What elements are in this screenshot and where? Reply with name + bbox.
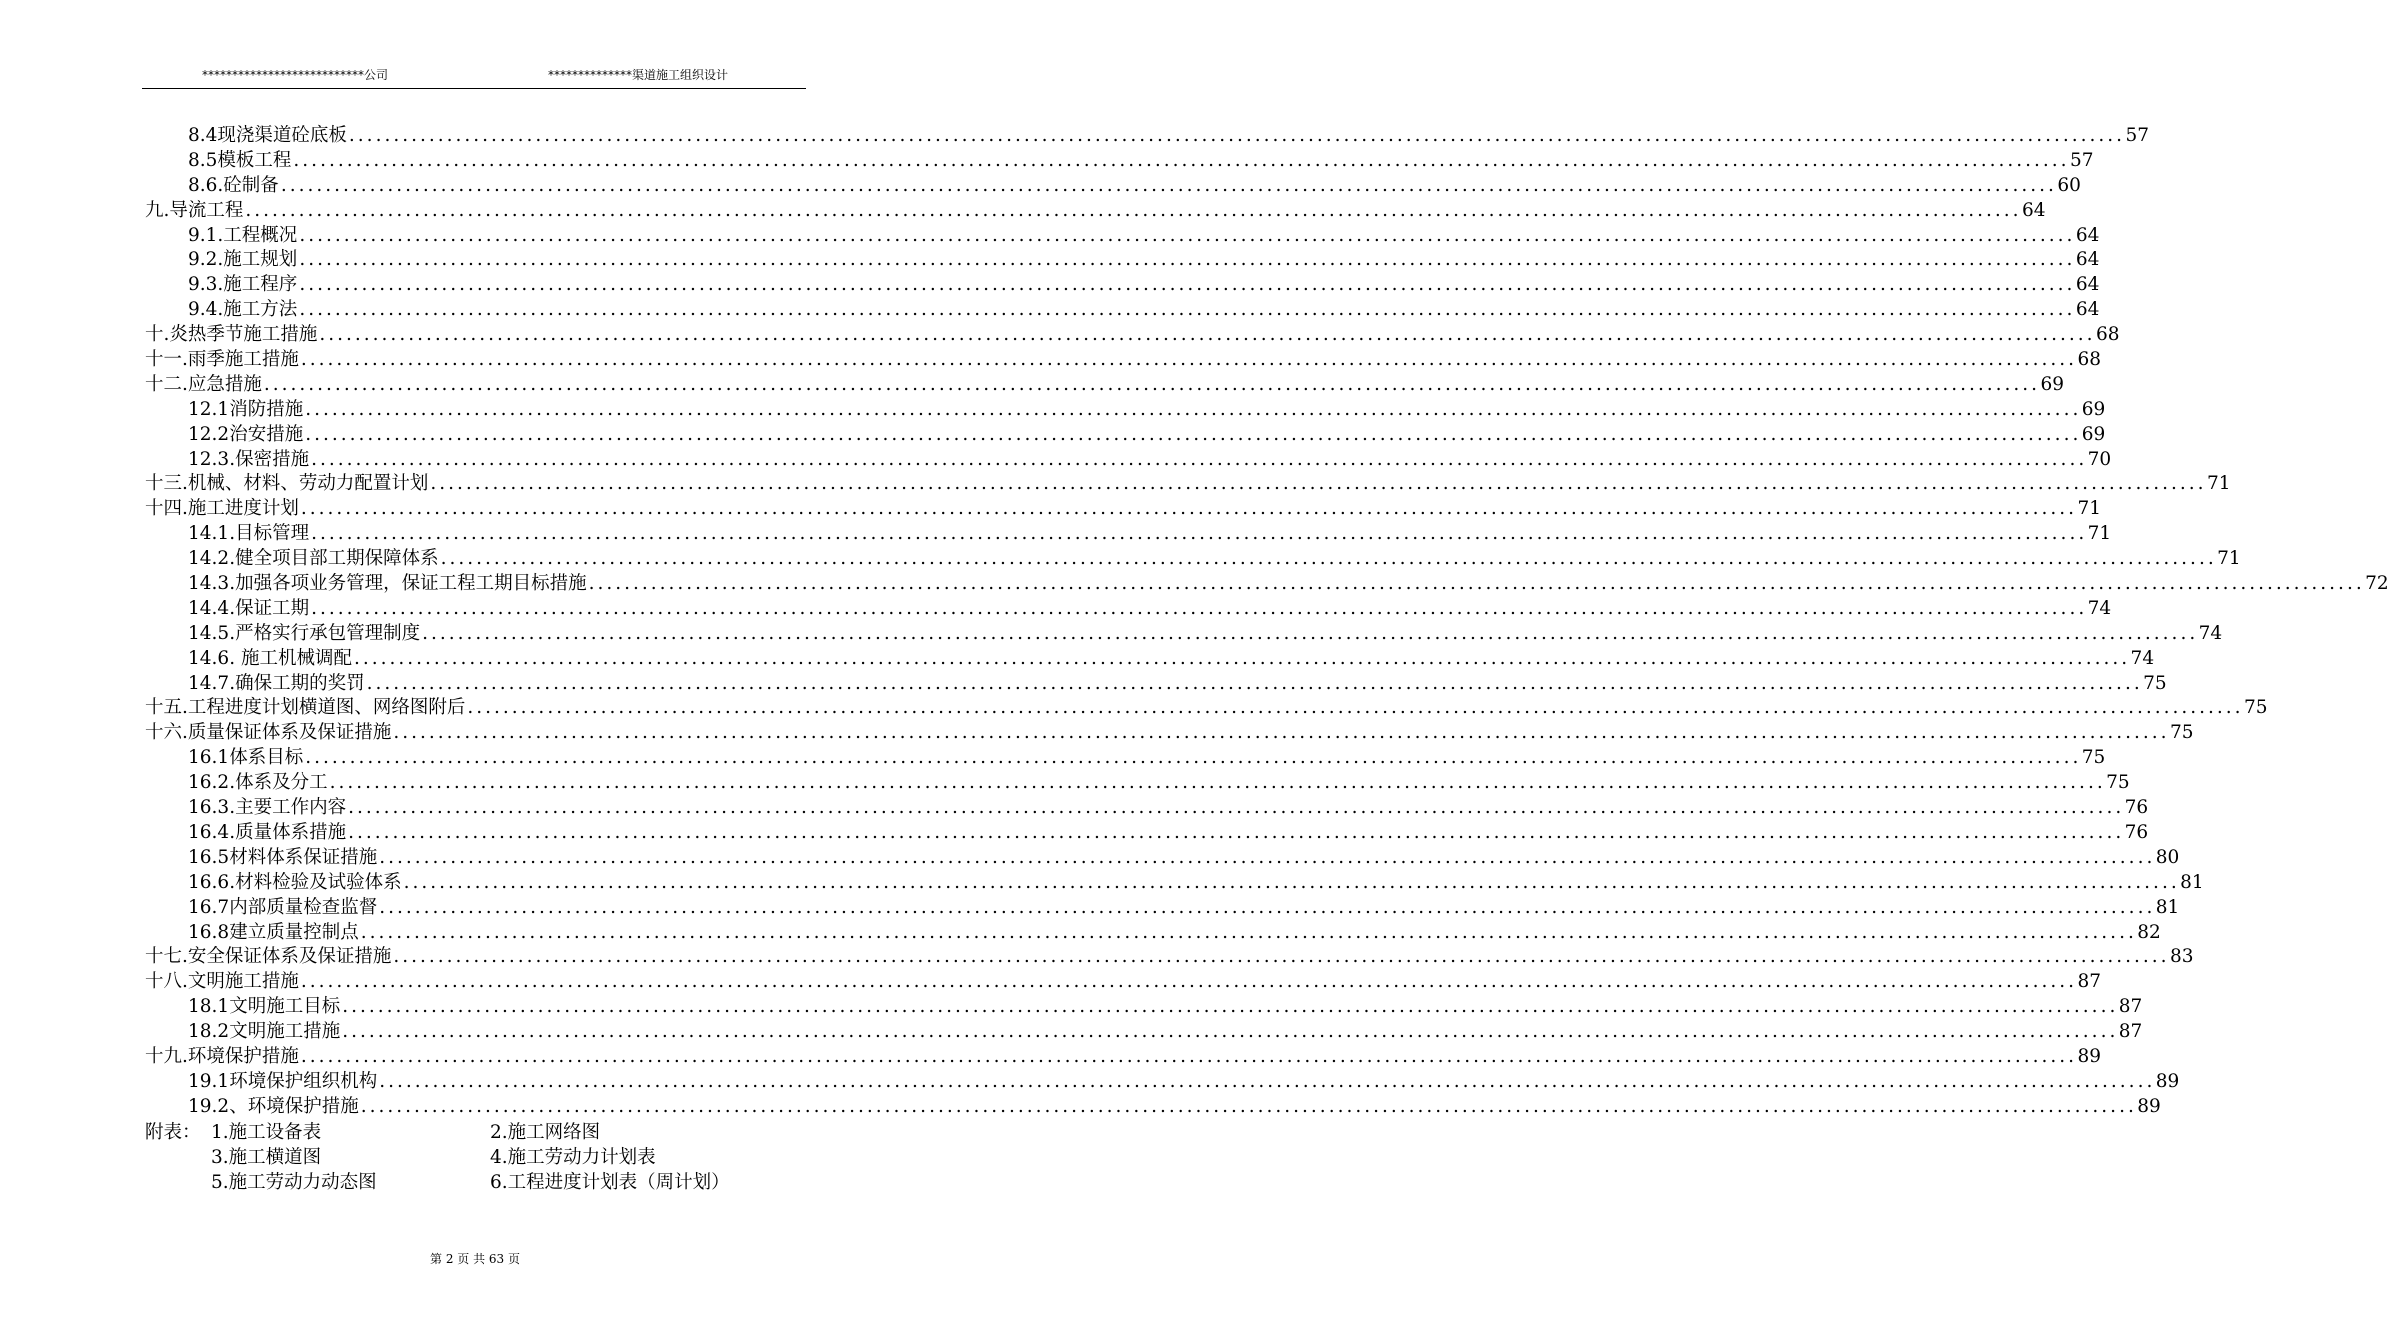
toc-dot-leader: ........................................................................................................................................................................................................ — [299, 274, 2076, 296]
toc-entry-page: 87 — [2118, 1021, 2143, 1043]
toc-entry-page: 87 — [2077, 971, 2102, 993]
toc-entry[interactable] — [145, 846, 2180, 871]
toc-dot-leader: ........................................................................................................................................................................................................ — [393, 722, 2170, 744]
header-document-title: **************渠道施工组织设计 — [548, 68, 729, 82]
appendix-row — [145, 1146, 806, 1171]
toc-entry-title: 十一.雨季施工措施 — [145, 349, 299, 371]
toc-entry-title: 12.2治安措施 — [188, 423, 304, 445]
toc-dot-leader: ........................................................................................................................................................................................................ — [348, 821, 2125, 843]
toc-entry-page: 64 — [2075, 299, 2100, 321]
toc-entry-page: 80 — [2155, 846, 2180, 868]
appendix-row — [145, 1121, 806, 1146]
toc-entry-page: 81 — [2180, 871, 2204, 893]
toc-entry-page: 64 — [2021, 199, 2046, 221]
toc-dot-leader: ........................................................................................................................................................................................................ — [360, 921, 2137, 943]
toc-entry-page: 89 — [2137, 1095, 2161, 1117]
toc-entry-page: 72 — [2365, 573, 2389, 595]
toc-entry-title: 16.6.材料检验及试验体系 — [188, 871, 402, 893]
toc-entry[interactable] — [145, 921, 2161, 946]
toc-entry-title: 18.2文明施工措施 — [188, 1021, 341, 1043]
toc-entry-title: 9.2.施工规划 — [188, 249, 298, 271]
toc-entry-page: 76 — [2124, 821, 2149, 843]
toc-entry[interactable] — [145, 149, 2094, 174]
toc-entry-title: 14.2.健全项目部工期保障体系 — [188, 548, 439, 570]
toc-entry[interactable] — [145, 373, 2065, 398]
toc-entry[interactable] — [145, 423, 2106, 448]
toc-entry-title: 十二.应急措施 — [145, 373, 262, 395]
appendix-label: 附表： — [145, 1122, 201, 1143]
toc-entry-title: 16.2.体系及分工 — [188, 772, 328, 794]
toc-entry-title: 16.4.质量体系措施 — [188, 821, 347, 843]
toc-dot-leader: ........................................................................................................................................................................................................ — [348, 125, 2126, 146]
toc-dot-leader: ........................................................................................................................................................................................................ — [311, 597, 2088, 619]
toc-dot-leader: ........................................................................................................................................................................................................ — [263, 373, 2041, 395]
toc-entry-page: 75 — [2143, 672, 2167, 694]
toc-dot-leader: ........................................................................................................................................................................................................ — [305, 747, 2082, 769]
toc-entry-title: 十八.文明施工措施 — [145, 971, 299, 993]
toc-entry[interactable] — [145, 572, 2389, 597]
toc-entry-title: 9.1.工程概况 — [188, 224, 298, 246]
toc-dot-leader: ........................................................................................................................................................................................................ — [293, 149, 2070, 171]
toc-dot-leader: ........................................................................................................................................................................................................ — [305, 423, 2082, 445]
toc-entry[interactable] — [145, 945, 2194, 970]
toc-entry-page: 71 — [2077, 498, 2102, 520]
toc-entry-page: 64 — [2075, 224, 2100, 246]
toc-entry-page: 57 — [2070, 149, 2094, 171]
toc-entry[interactable] — [145, 273, 2100, 298]
toc-entry-page: 83 — [2169, 946, 2194, 968]
toc-dot-leader: ........................................................................................................................................................................................................ — [342, 1021, 2119, 1043]
toc-entry-page: 74 — [2087, 597, 2112, 619]
toc-dot-leader: ........................................................................................................................................................................................................ — [299, 249, 2076, 271]
toc-entry[interactable] — [145, 597, 2112, 622]
toc-entry-page: 74 — [2130, 647, 2155, 669]
header-company: ***************************公司 — [202, 68, 389, 82]
toc-dot-leader: ........................................................................................................................................................................................................ — [403, 871, 2180, 893]
toc-dot-leader: ........................................................................................................................................................................................................ — [379, 846, 2156, 868]
toc-entry-title: 8.6.砼制备 — [188, 174, 279, 196]
toc-dot-leader: ........................................................................................................................................................................................................ — [305, 398, 2082, 420]
toc-entry[interactable] — [145, 199, 2046, 224]
toc-entry-title: 9.3.施工程序 — [188, 274, 298, 296]
toc-entry-title: 12.1消防措施 — [188, 398, 304, 420]
toc-dot-leader: ........................................................................................................................................................................................................ — [311, 523, 2088, 545]
toc-entry[interactable] — [145, 124, 2150, 149]
appendix-item: 2.施工网络图 — [490, 1122, 601, 1143]
toc-dot-leader: ........................................................................................................................................................................................................ — [430, 473, 2207, 495]
toc-entry-title: 九.导流工程 — [145, 199, 244, 221]
toc-entry-page: 74 — [2198, 622, 2223, 644]
toc-dot-leader: ........................................................................................................................................................................................................ — [329, 772, 2106, 794]
toc-entry-title: 十.炎热季节施工措施 — [145, 324, 318, 346]
header-divider — [142, 88, 806, 89]
toc-dot-leader: ........................................................................................................................................................................................................ — [300, 1045, 2078, 1067]
appendix-list — [145, 1121, 806, 1196]
toc-entry[interactable] — [145, 746, 2106, 771]
toc-entry-title: 8.4现浇渠道砼底板 — [188, 125, 347, 146]
toc-dot-leader: ........................................................................................................................................................................................................ — [467, 697, 2244, 719]
toc-entry-page: 68 — [2095, 324, 2120, 346]
toc-dot-leader: ........................................................................................................................................................................................................ — [353, 647, 2131, 669]
toc-entry-page: 69 — [2081, 423, 2106, 445]
toc-entry-title: 14.4.保证工期 — [188, 597, 310, 619]
toc-entry[interactable] — [145, 970, 2102, 995]
toc-dot-leader: ........................................................................................................................................................................................................ — [393, 946, 2170, 968]
toc-dot-leader: ........................................................................................................................................................................................................ — [379, 896, 2156, 918]
toc-dot-leader: ........................................................................................................................................................................................................ — [360, 1095, 2137, 1117]
toc-entry[interactable] — [145, 248, 2100, 273]
toc-entry[interactable] — [145, 448, 2112, 473]
toc-entry[interactable] — [145, 522, 2112, 547]
toc-entry-page: 64 — [2075, 249, 2100, 271]
toc-entry[interactable] — [145, 224, 2100, 249]
toc-entry-page: 89 — [2155, 1070, 2180, 1092]
toc-entry[interactable] — [145, 647, 2155, 672]
toc-entry-page: 75 — [2243, 697, 2268, 719]
toc-entry-title: 14.5.严格实行承包管理制度 — [188, 622, 421, 644]
toc-entry-title: 16.5材料体系保证措施 — [188, 846, 378, 868]
toc-entry[interactable] — [145, 871, 2204, 896]
toc-entry-title: 14.6. 施工机械调配 — [188, 647, 352, 669]
toc-entry-page: 71 — [2217, 548, 2241, 570]
toc-entry-page: 82 — [2137, 921, 2161, 943]
toc-entry-title: 十五.工程进度计划横道图、网络图附后 — [145, 697, 466, 719]
toc-entry-title: 十七.安全保证体系及保证措施 — [145, 946, 392, 968]
toc-dot-leader: ........................................................................................................................................................................................................ — [366, 672, 2143, 694]
toc-dot-leader: ........................................................................................................................................................................................................ — [440, 548, 2217, 570]
toc-entry-title: 十四.施工进度计划 — [145, 498, 299, 520]
toc-entry[interactable] — [145, 1070, 2180, 1095]
appendix-row — [145, 1171, 806, 1196]
toc-entry[interactable] — [145, 497, 2102, 522]
appendix-item: 6.工程进度计划表（周计划） — [490, 1171, 730, 1193]
toc-entry-page: 71 — [2087, 523, 2112, 545]
toc-entry-title: 十三.机械、材料、劳动力配置计划 — [145, 473, 429, 495]
toc-dot-leader: ........................................................................................................................................................................................................ — [300, 971, 2078, 993]
toc-entry-title: 19.2、环境保护措施 — [188, 1095, 359, 1117]
toc-entry-title: 16.1体系目标 — [188, 747, 304, 769]
toc-entry-page: 89 — [2077, 1045, 2102, 1067]
toc-entry-title: 16.7内部质量检查监督 — [188, 896, 378, 918]
toc-entry-title: 8.5模板工程 — [188, 149, 292, 171]
toc-entry[interactable] — [145, 472, 2231, 497]
toc-entry-title: 14.7.确保工期的奖罚 — [188, 672, 365, 694]
toc-entry[interactable] — [145, 721, 2194, 746]
appendix-item: 4.施工劳动力计划表 — [490, 1146, 656, 1168]
toc-entry[interactable] — [145, 622, 2223, 647]
appendix-item: 3.施工横道图 — [211, 1146, 322, 1168]
toc-entry[interactable] — [145, 1020, 2143, 1045]
toc-entry-page: 71 — [2206, 473, 2231, 495]
toc-entry-title: 19.1环境保护组织机构 — [188, 1070, 378, 1092]
toc-entry-title: 18.1文明施工目标 — [188, 996, 341, 1018]
toc-dot-leader: ........................................................................................................................................................................................................ — [300, 498, 2078, 520]
toc-entry[interactable] — [145, 796, 2149, 821]
toc-entry-page: 87 — [2118, 996, 2143, 1018]
toc-entry[interactable] — [145, 696, 2268, 721]
toc-entry-page: 64 — [2075, 274, 2100, 296]
toc-entry-page: 75 — [2081, 747, 2106, 769]
toc-entry-page: 60 — [2057, 174, 2081, 196]
toc-entry[interactable] — [145, 1095, 2161, 1120]
toc-entry[interactable] — [145, 995, 2143, 1020]
page-footer: 第 2 页 共 63 页 — [430, 1252, 520, 1266]
toc-entry-title: 十六.质量保证体系及保证措施 — [145, 722, 392, 744]
toc-entry[interactable] — [145, 298, 2100, 323]
toc-entry-page: 76 — [2124, 797, 2149, 819]
toc-entry-title: 十九.环境保护措施 — [145, 1045, 299, 1067]
appendix-item: 1.施工设备表 — [211, 1122, 322, 1143]
toc-entry[interactable] — [145, 672, 2167, 697]
toc-dot-leader: ........................................................................................................................................................................................................ — [300, 349, 2078, 371]
toc-entry[interactable] — [145, 821, 2149, 846]
toc-entry-page: 69 — [2081, 398, 2106, 420]
toc-entry-title: 14.1.目标管理 — [188, 523, 310, 545]
toc-entry-title: 14.3.加强各项业务管理，保证工程工期目标措施 — [188, 573, 587, 595]
toc-dot-leader: ........................................................................................................................................................................................................ — [245, 199, 2022, 221]
toc-entry-page: 68 — [2077, 349, 2102, 371]
toc-dot-leader: ........................................................................................................................................................................................................ — [299, 299, 2076, 321]
toc-entry[interactable] — [145, 398, 2106, 423]
toc-entry-page: 75 — [2106, 772, 2130, 794]
toc-entry-page: 70 — [2087, 448, 2112, 470]
toc-entry[interactable] — [145, 1045, 2102, 1070]
table-of-contents — [145, 124, 2389, 1120]
toc-dot-leader: ........................................................................................................................................................................................................ — [311, 448, 2088, 470]
appendix-item: 5.施工劳动力动态图 — [211, 1171, 377, 1193]
toc-entry[interactable] — [145, 547, 2241, 572]
toc-dot-leader: ........................................................................................................................................................................................................ — [588, 573, 2365, 595]
toc-entry[interactable] — [145, 896, 2180, 921]
toc-entry[interactable] — [145, 174, 2081, 199]
toc-dot-leader: ........................................................................................................................................................................................................ — [280, 174, 2057, 196]
toc-entry[interactable] — [145, 771, 2130, 796]
toc-entry-page: 81 — [2155, 896, 2180, 918]
toc-dot-leader: ........................................................................................................................................................................................................ — [379, 1070, 2156, 1092]
toc-entry-title: 16.3.主要工作内容 — [188, 797, 347, 819]
toc-entry-title: 9.4.施工方法 — [188, 299, 298, 321]
toc-dot-leader: ........................................................................................................................................................................................................ — [299, 224, 2076, 246]
toc-entry[interactable] — [145, 348, 2102, 373]
toc-dot-leader: ........................................................................................................................................................................................................ — [348, 797, 2125, 819]
toc-entry-page: 75 — [2169, 722, 2194, 744]
toc-entry-page: 69 — [2040, 373, 2065, 395]
toc-entry[interactable] — [145, 323, 2120, 348]
toc-dot-leader: ........................................................................................................................................................................................................ — [319, 324, 2096, 346]
toc-dot-leader: ........................................................................................................................................................................................................ — [422, 622, 2199, 644]
toc-dot-leader: ........................................................................................................................................................................................................ — [342, 996, 2119, 1018]
toc-entry-title: 12.3.保密措施 — [188, 448, 310, 470]
toc-entry-title: 16.8建立质量控制点 — [188, 921, 359, 943]
toc-entry-page: 57 — [2125, 125, 2150, 146]
